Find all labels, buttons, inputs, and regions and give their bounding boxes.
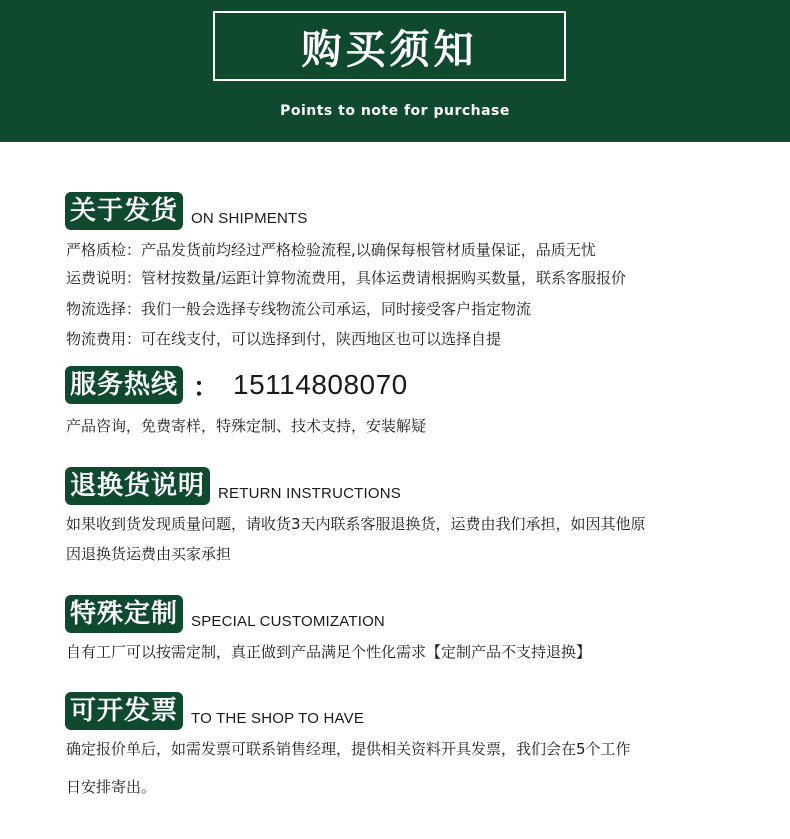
hotline-phone-number: 15114808070 bbox=[233, 369, 408, 400]
invoice-title-en: TO THE SHOP TO HAVE bbox=[191, 709, 365, 727]
hotline-colon: ： bbox=[193, 372, 220, 403]
custom-line-1: 自有工厂可以按需定制，真正做到产品满足个性化需求【定制产品不支持退换】 bbox=[66, 643, 592, 661]
invoice-line-2: 日安排寄出。 bbox=[66, 778, 157, 796]
returns-line-1: 如果收到货发现质量问题，请收货3天内联系客服退换货，运费由我们承担，如因其他原 bbox=[66, 515, 646, 533]
shipping-title-badge: 关于发货 bbox=[65, 192, 183, 230]
shipping-section-heading bbox=[65, 191, 308, 231]
returns-title-badge: 退换货说明 bbox=[65, 467, 210, 505]
shipping-line-2: 运费说明：管材按数量/运距计算物流费用，具体运费请根据购买数量，联系客服报价 bbox=[66, 269, 627, 287]
hotline-title-badge: 服务热线 bbox=[65, 366, 183, 404]
shipping-line-3: 物流选择：我们一般会选择专线物流公司承运，同时接受客户指定物流 bbox=[66, 300, 532, 318]
shipping-title-en: ON SHIPMENTS bbox=[191, 209, 308, 227]
invoice-section-heading bbox=[65, 691, 364, 731]
shipping-line-1: 严格质检：产品发货前均经过严格检验流程,以确保每根管材质量保证，品质无忧 bbox=[66, 241, 596, 259]
custom-title-badge: 特殊定制 bbox=[65, 595, 183, 633]
returns-title-en: RETURN INSTRUCTIONS bbox=[218, 484, 401, 502]
header-banner bbox=[0, 0, 790, 142]
hotline-line-1: 产品咨询，免费寄样，特殊定制、技术支持，安装解疑 bbox=[66, 417, 427, 435]
shipping-line-4: 物流费用：可在线支付，可以选择到付，陕西地区也可以选择自提 bbox=[66, 330, 502, 348]
returns-line-2: 因退换货运费由买家承担 bbox=[66, 545, 232, 563]
invoice-title-badge: 可开发票 bbox=[65, 692, 183, 730]
invoice-line-1: 确定报价单后，如需发票可联系销售经理，提供相关资料开具发票，我们会在5个工作 bbox=[66, 740, 631, 758]
custom-title-en: SPECIAL CUSTOMIZATION bbox=[191, 612, 385, 630]
hotline-section-heading bbox=[65, 365, 408, 405]
returns-section-heading bbox=[65, 466, 401, 506]
custom-section-heading bbox=[65, 594, 385, 634]
page-title: 购买须知 bbox=[213, 11, 566, 81]
page-subtitle: Points to note for purchase bbox=[280, 103, 510, 119]
